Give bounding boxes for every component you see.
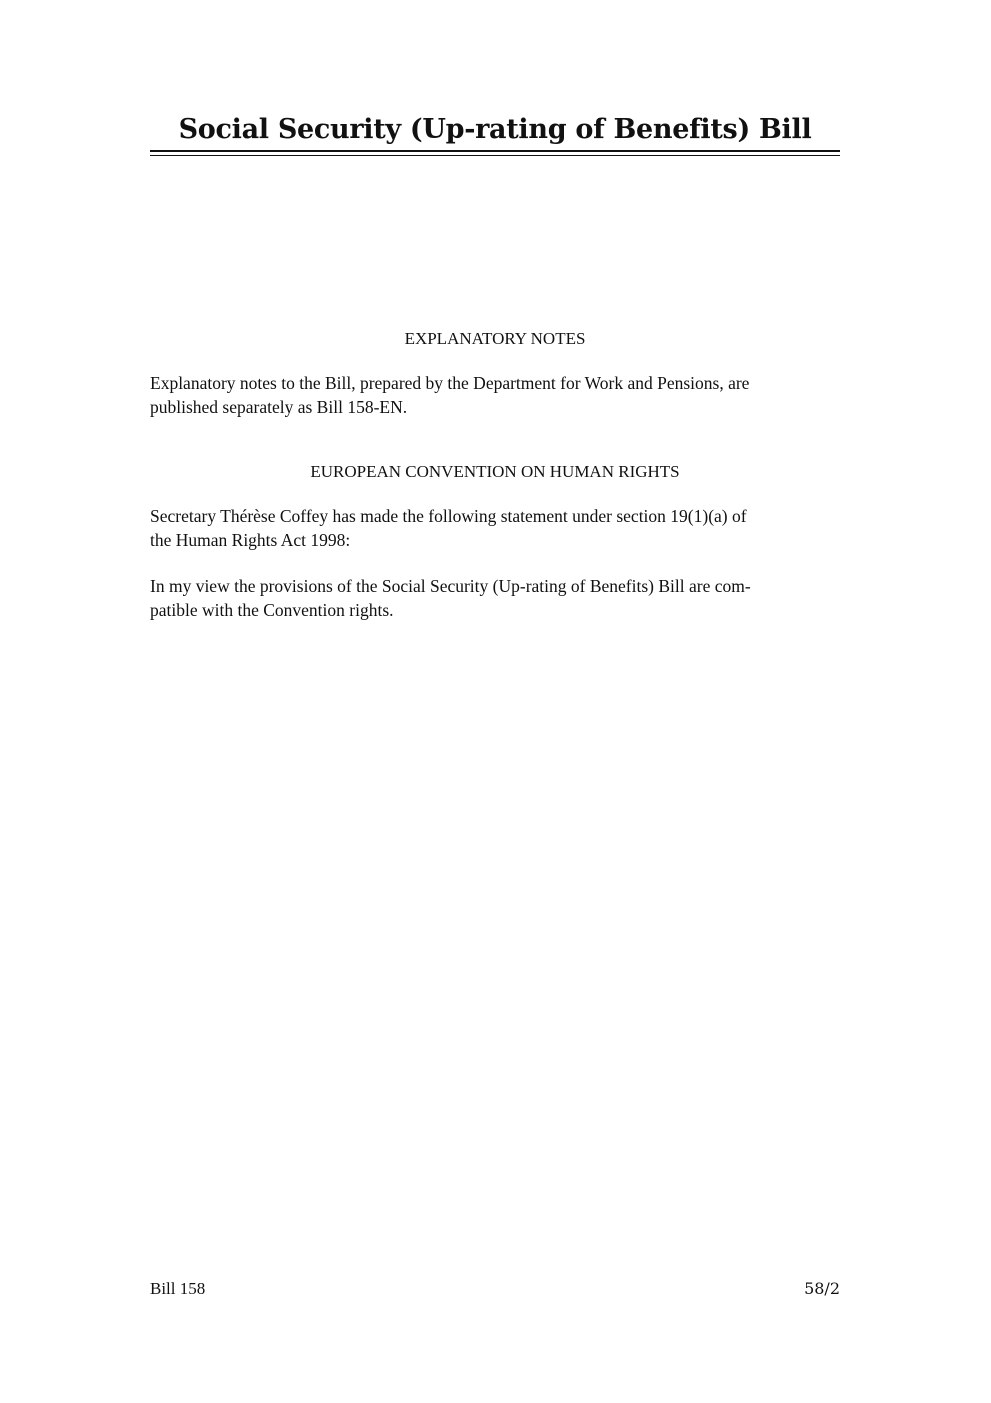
footer-bill-number: Bill 158 <box>150 1279 206 1298</box>
explanatory-notes-paragraph <box>150 371 840 419</box>
title-rule-thin <box>150 155 840 156</box>
echr-heading: EUROPEAN CONVENTION ON HUMAN RIGHTS <box>310 462 680 481</box>
paragraph-line: In my view the provisions of the Social Security (Up-rating of Benefits) Bill are com- <box>150 576 751 596</box>
echr-view-paragraph <box>150 574 840 622</box>
paragraph-line: published separately as Bill 158-EN. <box>150 397 408 417</box>
paragraph-line: Explanatory notes to the Bill, prepared by the Department for Work and Pensions, are <box>150 373 750 393</box>
title-rule-thick <box>150 150 840 152</box>
paragraph-line: patible with the Convention rights. <box>150 600 394 620</box>
footer-reference: 58/2 <box>804 1279 840 1298</box>
paragraph-line: Secretary Thérèse Coffey has made the following statement under section 19(1)(a) of <box>150 506 747 526</box>
paragraph-line: the Human Rights Act 1998: <box>150 530 351 550</box>
echr-statement-paragraph <box>150 504 840 552</box>
explanatory-notes-heading: EXPLANATORY NOTES <box>404 329 586 348</box>
bill-title: Social Security (Up-rating of Benefits) Bill <box>178 114 812 145</box>
